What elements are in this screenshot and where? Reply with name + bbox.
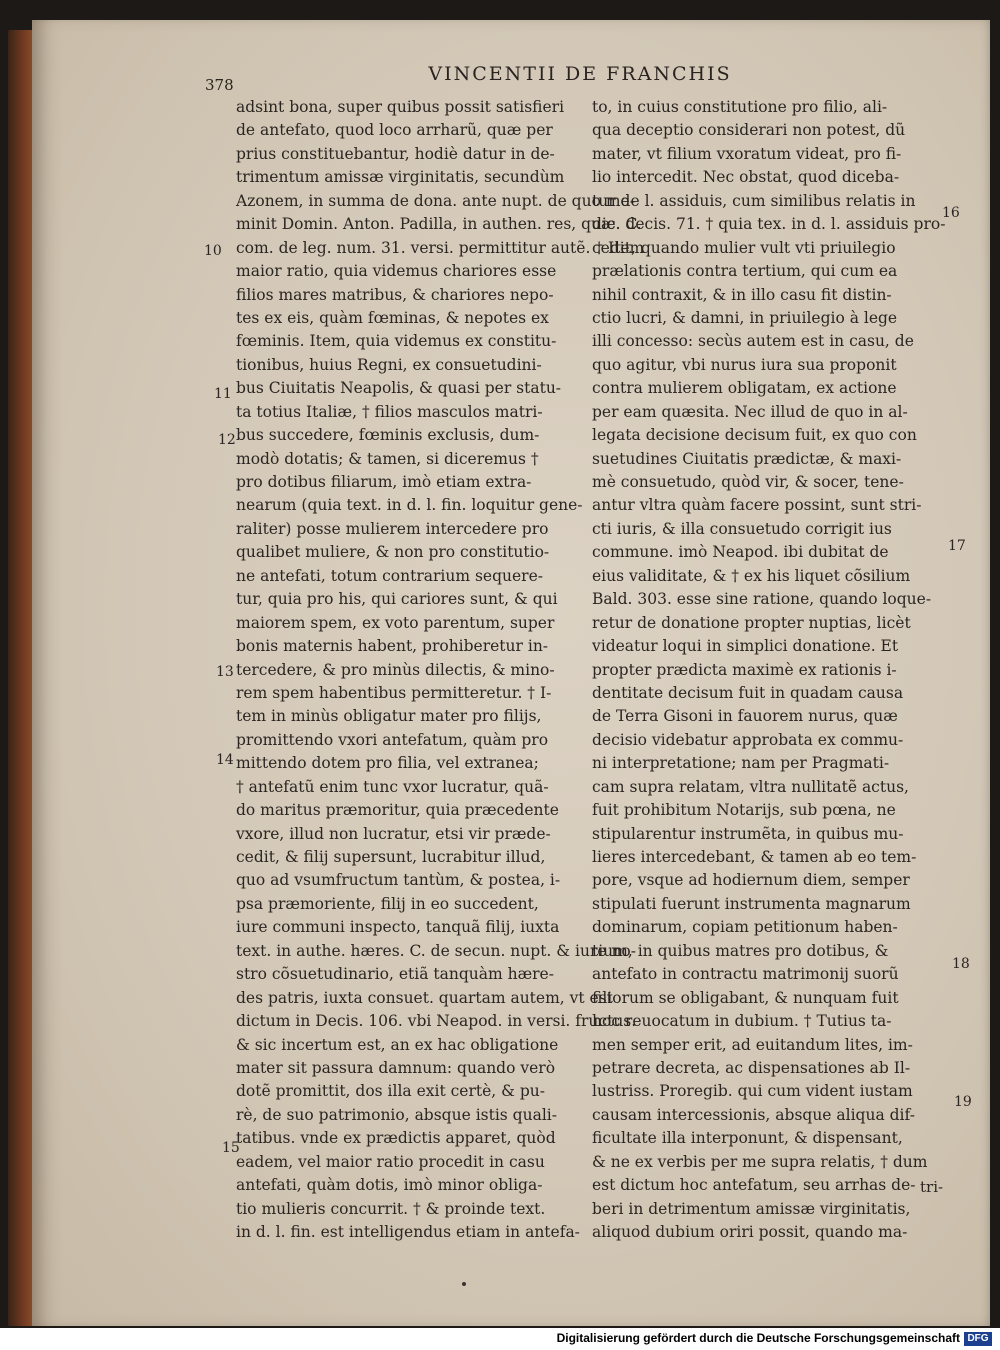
text-line: de antefato, quod loco arrharũ, quæ per — [236, 121, 553, 140]
text-line: fœminis. Item, quia videmus ex constitu- — [236, 332, 557, 351]
text-line: pore, vsque ad hodiernum diem, semper — [592, 871, 910, 890]
text-line: ne antefati, totum contrarium sequere- — [236, 566, 543, 585]
text-line: pro dotibus filiarum, imò etiam extra- — [236, 473, 532, 491]
margin-number-left: 10 — [204, 243, 222, 259]
dfg-logo: DFG — [964, 1332, 992, 1346]
text-line: Azonem, in summa de dona. ante nupt. de quo me- — [236, 191, 635, 210]
text-line: to, in cuius constitutione pro filio, ali- — [592, 98, 888, 116]
text-line: stipularentur instrumẽta, in quibus mu- — [592, 824, 904, 843]
text-line: cam supra relatam, vltra nullitatẽ actus, — [592, 777, 909, 796]
text-line: raliter) posse mulierem intercedere pro — [236, 519, 549, 538]
text-line: tur de l. assiduis, cum similibus relatis in — [592, 191, 916, 210]
text-line: tium, in quibus matres pro dotibus, & — [592, 941, 889, 960]
text-line: videatur loqui in simplici donatione. Et — [592, 637, 899, 656]
text-line: & ne ex verbis per me supra relatis, † dum — [592, 1152, 928, 1171]
text-line: † antefatũ enim tunc vxor lucratur, quã- — [236, 777, 549, 796]
text-line: mater, vt filium vxoratum videat, pro fi- — [592, 144, 902, 163]
text-line: adsint bona, super quibus possit satisfieri — [236, 98, 565, 116]
text-line: mater sit passura damnum: quando verò — [236, 1058, 556, 1077]
text-line: per eam quæsita. Nec illud de quo in al- — [592, 402, 908, 421]
text-line: ta totius Italiæ, † filios masculos matri- — [236, 402, 543, 421]
text-line: trimentum amissæ virginitatis, secundùm — [236, 168, 565, 187]
text-line: tem in minùs obligatur mater pro filijs, — [236, 707, 542, 726]
text-line: tes ex eis, quàm fœminas, & nepotes ex — [236, 308, 549, 327]
text-line: des patris, iuxta consuet. quartam autem, vt est — [236, 988, 613, 1007]
text-line: causam intercessionis, absque aliqua dif- — [592, 1105, 915, 1124]
catchword: tri- — [920, 1178, 944, 1196]
margin-number-left: 15 — [222, 1140, 240, 1156]
text-line: quo ad vsumfructum tantùm, & postea, i- — [236, 871, 561, 890]
text-line: cedit, & filij supersunt, lucrabitur illud, — [236, 848, 546, 866]
text-line: lustriss. Proregib. qui cum vident iustam — [592, 1082, 913, 1101]
text-line: ni interpretatione; nam per Pragmati- — [592, 754, 890, 773]
text-line: iure communi inspecto, tanquã filij, iuxta — [236, 918, 560, 937]
margin-number-right: 18 — [952, 956, 970, 972]
margin-number-left: 13 — [216, 664, 234, 680]
text-line: bonis maternis habent, prohiberetur in- — [236, 637, 549, 656]
text-line: maiorem spem, ex voto parentum, super — [236, 613, 555, 632]
text-line: rem spem habentibus permitteretur. † I- — [236, 683, 552, 702]
margin-number-right: 17 — [948, 538, 966, 554]
running-title: VINCENTII DE FRANCHIS — [428, 63, 732, 85]
text-line: cti iuris, & illa consuetudo corrigit ius — [592, 519, 892, 538]
text-line: Bald. 303. esse sine ratione, quando loque- — [592, 590, 932, 609]
left-text-column — [236, 96, 645, 1244]
text-line: bus succedere, fœminis exclusis, dum- — [236, 426, 540, 445]
page-mark — [462, 1282, 466, 1286]
text-line: in d. l. fin. est intelligendus etiam in antefa- — [236, 1223, 580, 1241]
text-line: dotẽ promittit, dos illa exit certè, & pu- — [236, 1082, 545, 1101]
text-line: psa præmoriente, filij in eo succedent, — [236, 894, 539, 913]
text-line: de Terra Gisoni in fauorem nurus, quæ — [592, 707, 898, 726]
text-line: modò dotatis; & tamen, si diceremus † — [236, 449, 539, 468]
text-line: dictum in Decis. 106. vbi Neapod. in versi. fructus. — [236, 1012, 637, 1031]
text-line: stro cõsuetudinario, etiã tanquàm hære- — [236, 965, 554, 984]
text-line: tatibus. vnde ex prædictis apparet, quòd — [236, 1129, 556, 1148]
text-line: tio mulieris concurrit. † & proinde text. — [236, 1199, 546, 1218]
text-line: petrare decreta, ac dispensationes ab Il- — [592, 1058, 911, 1077]
text-line: legata decisione decisum fuit, ex quo con — [592, 426, 917, 445]
text-line: promittendo vxori antefatum, quàm pro — [236, 730, 549, 749]
text-line: rè, de suo patrimonio, absque istis quali- — [236, 1105, 557, 1124]
text-line: prius constituebantur, hodiè datur in de- — [236, 144, 555, 163]
margin-number-right: 16 — [942, 205, 960, 221]
margin-number-left: 11 — [214, 386, 232, 402]
text-line: hoc reuocatum in dubium. † Tutius ta- — [592, 1012, 892, 1031]
text-line: qualibet muliere, & non pro constitutio- — [236, 543, 550, 562]
margin-number-left: 14 — [216, 752, 234, 768]
text-line: commune. imò Neapod. ibi dubitat de — [592, 543, 889, 562]
text-line: aliquod dubium oriri possit, quando ma- — [592, 1223, 908, 1241]
text-line: bus Ciuitatis Neapolis, & quasi per statu- — [236, 379, 562, 398]
text-line: tionibus, huius Regni, ex consuetudini- — [236, 355, 542, 374]
text-line: ctio lucri, & damni, in priuilegio à lege — [592, 308, 898, 327]
text-line: dominarum, copiam petitionum haben- — [592, 918, 898, 937]
text-line: nihil contraxit, & in illo casu fit distin- — [592, 285, 892, 304]
text-line: retur de donatione propter nuptias, licèt — [592, 613, 911, 632]
text-line: & sic incertum est, an ex hac obligatione — [236, 1035, 559, 1054]
text-line: cedit, quando mulier vult vti priuilegio — [592, 238, 896, 257]
text-line: prælationis contra tertium, qui cum ea — [592, 262, 898, 281]
text-line: lieres intercedebant, & tamen ab eo tem- — [592, 848, 917, 866]
text-line: eius validitate, & † ex his liquet cõsilium — [592, 566, 911, 585]
text-line: filiorum se obligabant, & nunquam fuit — [592, 988, 899, 1007]
text-line: tur, quia pro his, qui cariores sunt, & qui — [236, 590, 558, 609]
text-line: quo agitur, vbi nurus iura sua proponit — [592, 355, 897, 374]
text-line: propter prædicta maximè ex rationis i- — [592, 660, 897, 679]
text-line: maior ratio, quia videmus chariores esse — [236, 262, 557, 281]
text-line: antur vltra quàm facere possint, sunt stri- — [592, 496, 922, 515]
text-line: dentitate decisum fuit in quadam causa — [592, 683, 904, 702]
text-line: do maritus præmoritur, quia præcedente — [236, 801, 559, 820]
text-line: dic. decis. 71. † quia tex. in d. l. assiduis pro- — [592, 215, 946, 234]
text-line: beri in detrimentum amissæ virginitatis, — [592, 1199, 911, 1218]
page-number: 378 — [205, 76, 234, 94]
text-line: qua deceptio considerari non potest, dũ — [592, 121, 906, 140]
text-line: nearum (quia text. in d. l. fin. loquitur gene- — [236, 496, 583, 515]
text-line: fuit prohibitum Notarijs, sub pœna, ne — [592, 801, 896, 820]
right-text-column — [592, 96, 944, 1244]
footer-bar — [0, 1328, 1000, 1350]
text-line: tercedere, & pro minùs dilectis, & mino- — [236, 660, 555, 679]
text-line: eadem, vel maior ratio procedit in casu — [236, 1152, 545, 1171]
footer-credit: Digitalisierung gefördert durch die Deutsche Forschungsgemeinschaft — [556, 1331, 960, 1345]
text-line: minit Domin. Anton. Padilla, in authen. res, quæ. C. — [236, 215, 642, 234]
text-line: ficultate illa interponunt, & dispensant, — [592, 1129, 903, 1148]
text-line: men semper erit, ad euitandum lites, im- — [592, 1035, 913, 1054]
text-line: stipulati fuerunt instrumenta magnarum — [592, 894, 911, 913]
text-line: contra mulierem obligatam, ex actione — [592, 379, 897, 398]
text-line: com. de leg. num. 31. versi. permittitur autẽ. † Item — [236, 238, 645, 257]
text-line: vxore, illud non lucratur, etsi vir præde- — [236, 824, 551, 843]
text-line: text. in authe. hæres. C. de secun. nupt. & iure no- — [236, 941, 637, 960]
margin-number-left: 12 — [218, 432, 236, 448]
text-line: decisio videbatur approbata ex commu- — [592, 730, 904, 749]
margin-number-right: 19 — [954, 1094, 972, 1110]
text-line: antefati, quàm dotis, imò minor obliga- — [236, 1176, 543, 1195]
text-line: est dictum hoc antefatum, seu arrhas de- — [592, 1176, 916, 1195]
text-line: lio intercedit. Nec obstat, quod diceba- — [592, 168, 900, 187]
text-line: antefato in contractu matrimonij suorũ — [592, 965, 899, 984]
text-line: illi concesso: secùs autem est in casu, de — [592, 332, 914, 351]
text-line: mè consuetudo, quòd vir, & socer, tene- — [592, 473, 904, 491]
text-line: suetudines Ciuitatis prædictæ, & maxi- — [592, 449, 902, 468]
text-line: filios mares matribus, & chariores nepo- — [236, 285, 554, 304]
text-line: mittendo dotem pro filia, vel extranea; — [236, 754, 539, 773]
